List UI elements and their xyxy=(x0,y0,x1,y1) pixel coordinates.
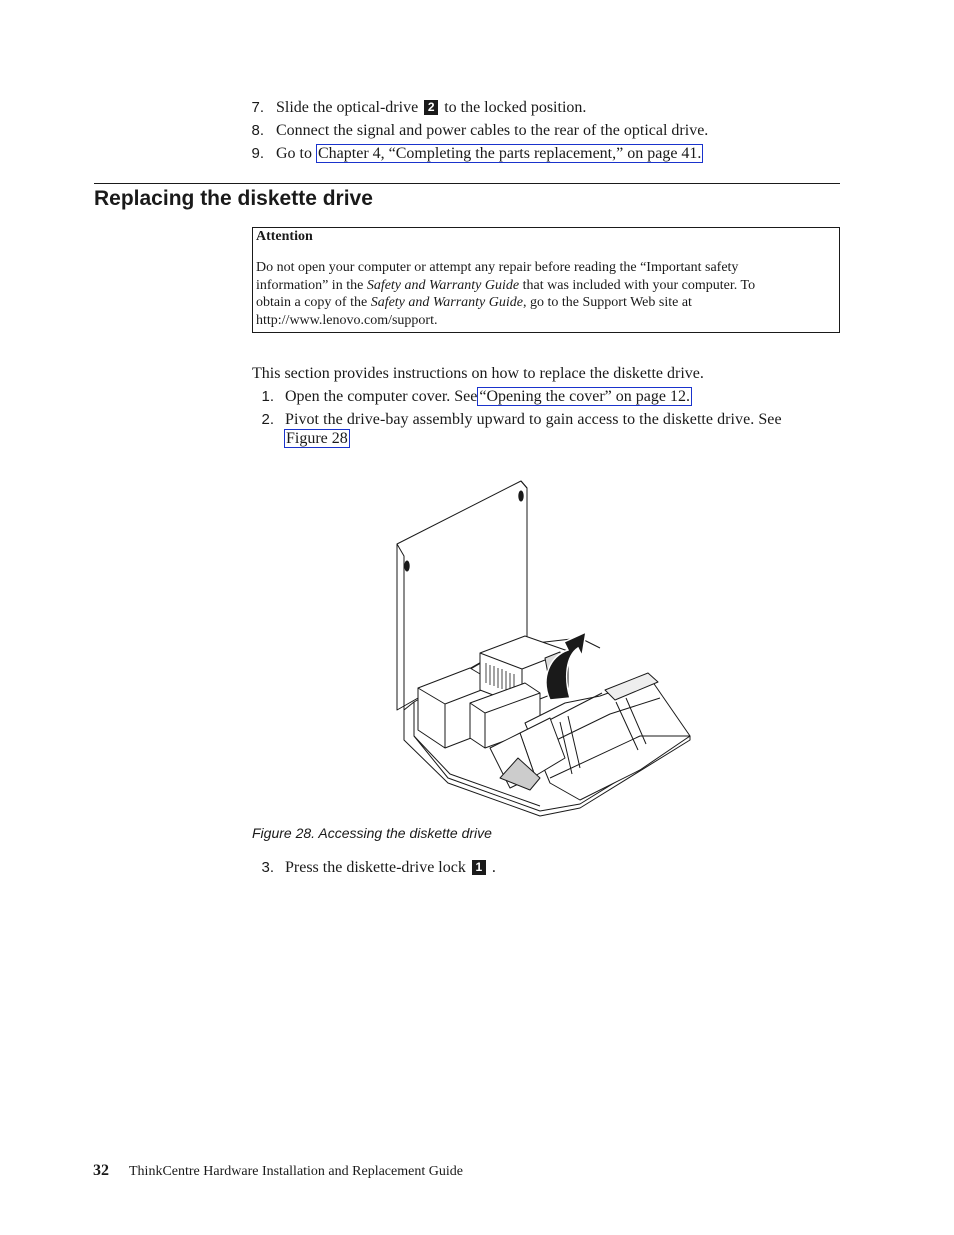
figure-caption: Figure 28. Accessing the diskette drive xyxy=(252,825,492,841)
step-2-text: Pivot the drive-bay assembly upward to gain access to the diskette drive. See xyxy=(285,411,782,428)
step-2-line-2 xyxy=(284,429,350,449)
step-3-pre: Press the diskette-drive lock xyxy=(285,859,466,876)
attention-line-3b: , go to the Support Web site at xyxy=(523,295,692,310)
chapter-4-link[interactable]: Chapter 4, “Completing the parts replacement,” on page 41. xyxy=(318,145,702,162)
step-1-number: 1. xyxy=(261,388,274,405)
step-9-number: 9. xyxy=(251,145,264,162)
section-title: Replacing the diskette drive xyxy=(94,187,373,210)
attention-box xyxy=(252,227,840,333)
attention-url: http://www.lenovo.com/support. xyxy=(256,312,438,328)
attention-line-1: Do not open your computer or attempt any repair before reading the “Important safety xyxy=(256,260,739,275)
attention-guide-title-1: Safety and Warranty Guide xyxy=(366,277,520,293)
book-title: ThinkCentre Hardware Installation and Replacement Guide xyxy=(129,1164,463,1179)
figure-28-link[interactable]: Figure 28 xyxy=(286,430,348,447)
step-3-text xyxy=(285,858,496,878)
attention-line-2 xyxy=(256,277,831,295)
step-8-text: Connect the signal and power cables to the rear of the optical drive. xyxy=(276,122,709,139)
step-3-number: 3. xyxy=(261,859,274,876)
pivot-arrow-icon xyxy=(546,632,586,700)
section-rule xyxy=(94,183,840,184)
attention-line-2a: information” in the xyxy=(256,277,364,293)
step-3-post: . xyxy=(491,859,496,876)
opening-cover-link[interactable]: “Opening the cover” on page 12. xyxy=(479,388,690,405)
step-8-number: 8. xyxy=(251,122,264,139)
attention-line-2b: that was included with your computer. To xyxy=(522,277,756,293)
attention-line-3 xyxy=(256,294,831,312)
figure-28-illustration xyxy=(390,478,700,818)
page-number: 32 xyxy=(93,1162,109,1179)
step-7-number: 7. xyxy=(251,99,264,116)
step-1-text xyxy=(285,387,692,407)
step-2-number: 2. xyxy=(261,411,274,428)
step-9-text xyxy=(276,144,703,164)
attention-title: Attention xyxy=(256,229,313,244)
intro-paragraph: This section provides instructions on how to replace the diskette drive. xyxy=(252,365,704,382)
callout-2: 2 xyxy=(424,100,438,115)
step-7-pre: Slide the optical-drive xyxy=(276,99,419,116)
step-9-pre: Go to xyxy=(276,145,312,162)
attention-guide-title-2: Safety and Warranty Guide xyxy=(370,295,523,310)
step-1-pre: Open the computer cover. See xyxy=(285,388,478,405)
attention-text xyxy=(256,259,831,329)
step-7-text xyxy=(276,98,586,118)
step-7-post: to the locked position. xyxy=(444,99,587,116)
callout-1: 1 xyxy=(472,860,486,875)
attention-line-3a: obtain a copy of the xyxy=(256,295,368,310)
